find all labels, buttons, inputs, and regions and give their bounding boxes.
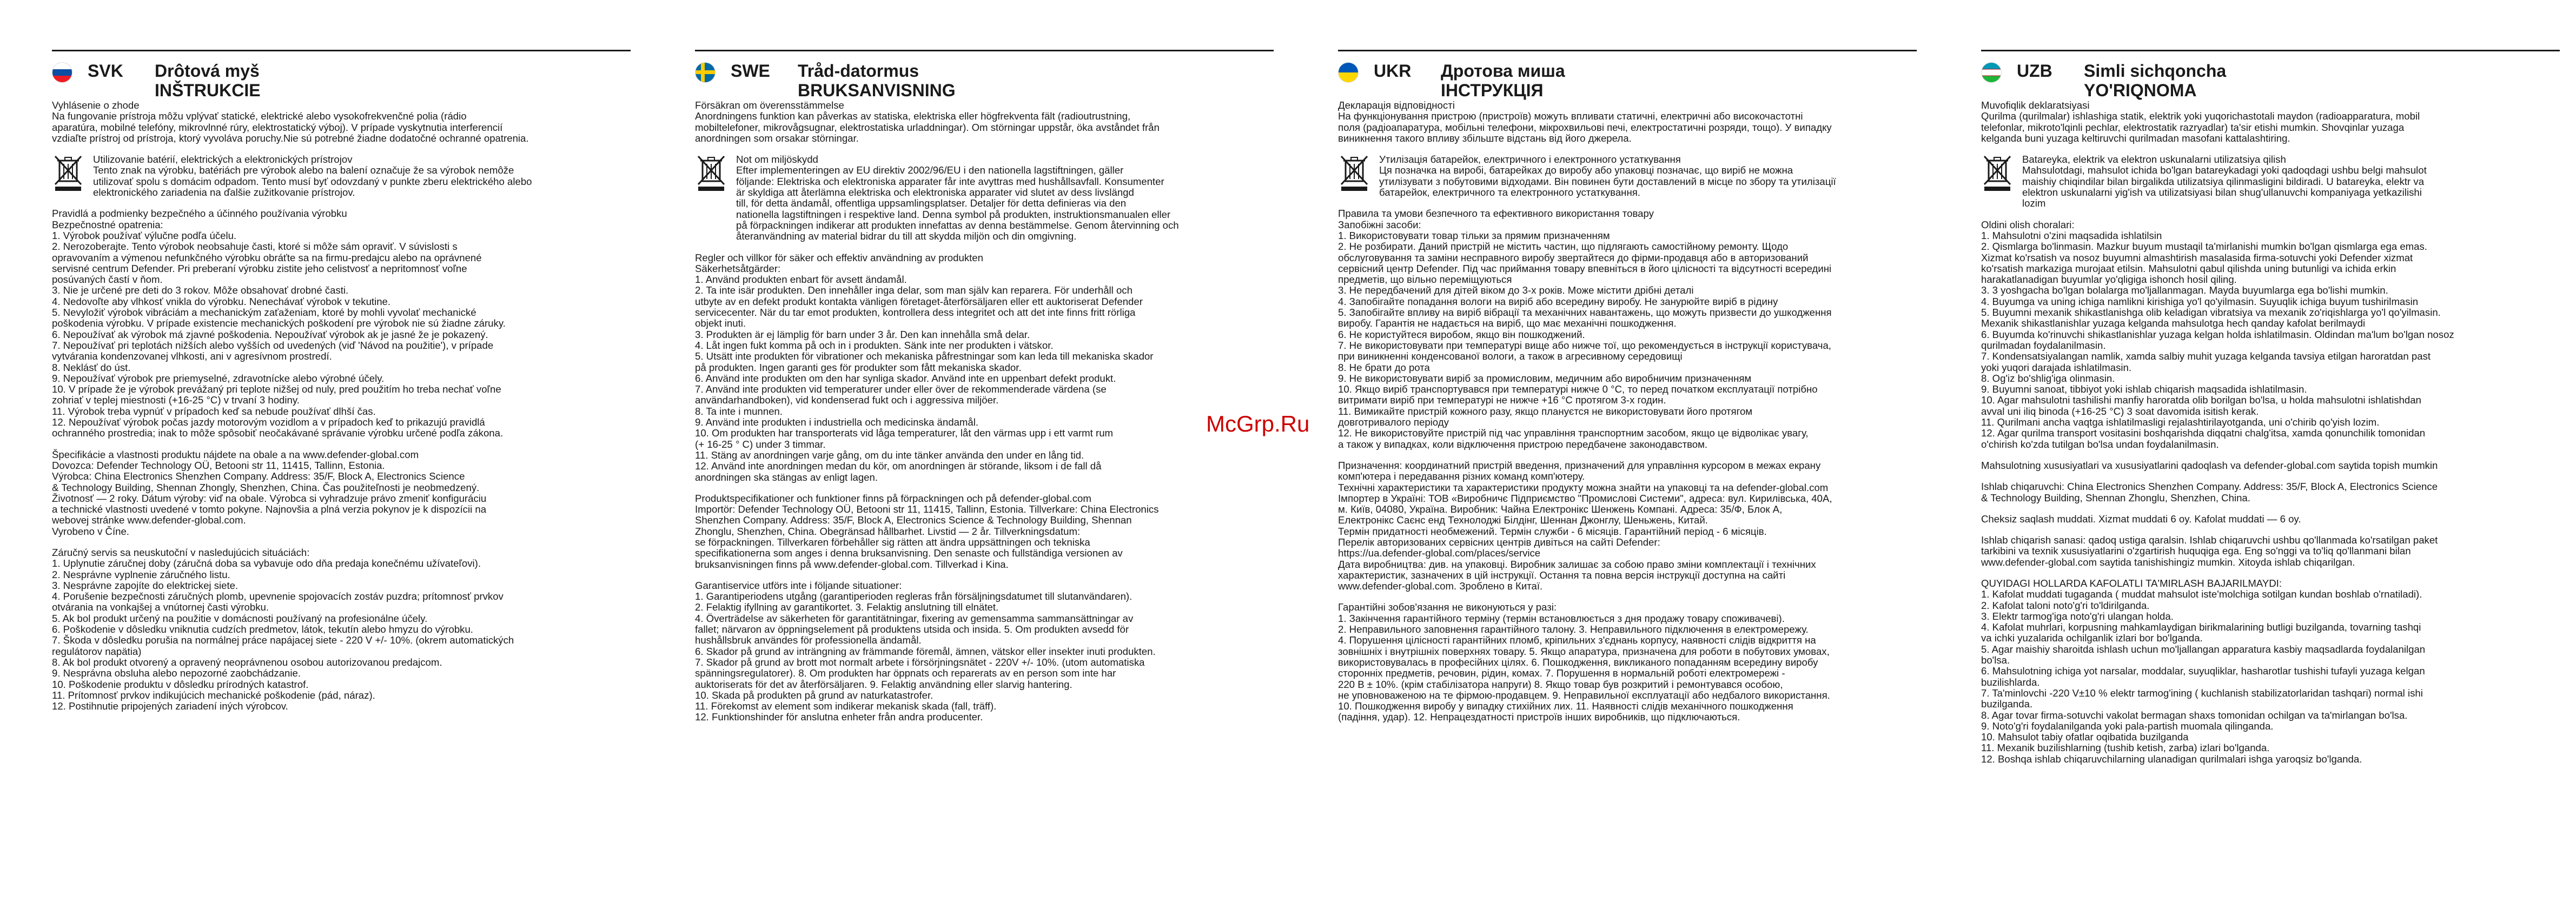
text-line: kelganda buni yuzaga keltiruvchi qurilmadan masofani kattalashtiring.	[1981, 132, 2290, 144]
text-line: 12. Använd inte anordningen medan du kör, om anordningen är störande, liksom i de fall då	[695, 460, 1102, 472]
text-line: yoki yuqori darajada ishlatilmasin.	[1981, 361, 2132, 373]
text-line: 11. Вимикайте пристрій кожного разу, якщо плануєтся не використовувати його протягом	[1338, 405, 1753, 417]
text-line: Försäkran om överensstämmelse	[695, 100, 844, 111]
text-line: hushållsbruk användes för professionella ändamål.	[695, 634, 922, 646]
text-line: Декларація відповідності	[1338, 100, 1455, 111]
text-line: Dovozca: Defender Technology OÜ, Betooni str 11, 11415, Tallinn, Estonia.	[52, 459, 385, 471]
text-line: www.defender-global.com. Зроблено в Китаї.	[1338, 580, 1543, 592]
column-header	[1338, 58, 1917, 100]
manufacturer-block	[1981, 481, 2560, 503]
text-line: 12. Boshqa ishlab chiqaruvchilarning ulanadigan qurilmalari ishga yaroqsiz bo'lganda.	[1981, 753, 2362, 765]
text-line: Importör: Defender Technology OÜ, Betooni str 11, 11415, Tallinn, Estonia. Tillverkare: China Electronics	[695, 503, 1159, 515]
text-line: va ichki yuzalarida ochilganlik izlari bor bo'lganda.	[1981, 632, 2203, 644]
text-line: обслуговування та заміни несправного виробу звертайтеся до фірми-продавця або в авторизований	[1338, 251, 1809, 263]
text-line: avval uni iliq binoda (+16-25 °C) 3 soat davomida isitish kerak.	[1981, 405, 2259, 417]
text-line: 11. Förekomst av element som indikerar mekanisk skada (fall, träff).	[695, 700, 997, 712]
manufacturer-block	[1338, 460, 1917, 592]
text-line: поля (радіоапаратура, мобільні телефони, мікрохвильові печі, електростатичні розряди, тощо). У випадку	[1338, 121, 1832, 133]
text-line: 11. Stäng av anordningen varje gång, om du inte tänker använda den under en lång tid.	[695, 449, 1084, 461]
text-line: Regler och villkor för säker och effektiv användning av produkten	[695, 251, 983, 263]
text-line: 2. Kafolat taloni noto'g'ri to'ldirilganda.	[1981, 599, 2150, 611]
text-line: spänningsregulatorer). 8. Om produkten har öppnats och reparerats av en person som inte har	[695, 667, 1116, 679]
text-line: 3. Produkten är ej lämplig för barn under 3 år. Den kan innehålla små delar.	[695, 328, 1030, 340]
text-line: Tento znak na výrobku, batériách pre výrobok alebo na balení označuje že sa výrobok nemôže	[93, 164, 514, 176]
text-line: виникнення такого впливу збільште відстань від його джерела.	[1338, 132, 1632, 144]
header-rule	[52, 50, 631, 51]
title-line1: Tråd-datormus	[798, 61, 919, 81]
title-line1: Simli sichqoncha	[2084, 61, 2227, 81]
text-line: se förpackningen. Tillverkaren förbehåller sig rätten att ändra uppsättningen och tekniska	[695, 536, 1090, 548]
text-line: Batareyka, elektrik va elektron uskunalarni utilizatsiya qilish	[2022, 154, 2286, 165]
text-line: ochranného prostredia; inak to môže spôsobiť neočakávané správanie výrobku určené podľa zákona.	[52, 427, 504, 439]
language-column-uzb	[1981, 50, 2560, 775]
text-line: 9. Noto'g'ri foydalanilganda yoki pala-partish muomala qilinganda.	[1981, 720, 2274, 732]
text-line: 7. Nepoužívať pri teplotách nižších alebo vyšších od uvedených (viď 'Návod na použitie'), v prípade	[52, 339, 494, 351]
text-line: till, för detta ändamål, offentliga uppsamlingsplatser. Detaljer för detta definieras via den	[736, 197, 1127, 209]
text-line: Ця позначка на виробі, батарейках до виробу або упаковці позначає, що виріб не можна	[1379, 164, 1793, 176]
text-line: 10. Mahsulot tabiy ofatlar oqibatida buzilganda	[1981, 731, 2189, 743]
text-line: 3. Nie je určené pre deti do 3 rokov. Môže obsahovať drobné časti.	[52, 284, 349, 296]
text-line: Правила та умови безпечного та ефективного використання товару	[1338, 208, 1654, 220]
text-line: webovej stránke www.defender-global.com.	[52, 514, 246, 526]
title-line1: Drôtová myš	[155, 61, 260, 81]
text-line: Zhonglu, Shenzhen, China. Obegränsad hållbarhet. Livstid — 2 år. Tillverkningsdatum:	[695, 525, 1081, 537]
safety-block	[1981, 220, 2560, 450]
text-line: 12. Nepoužívať výrobok počas jazdy motorovým vozidlom a v prípadoch keď to prikazujú pravidlá	[52, 416, 485, 428]
text-line: 4. Nedovoľte aby vlhkosť vnikla do výrobku. Nenechávať výrobok v tekutine.	[52, 295, 391, 307]
text-line: 9. Använd inte produkten i industriella och medicinska ändamål.	[695, 416, 979, 428]
warranty-block	[52, 547, 631, 712]
safety-block	[52, 208, 631, 439]
text-line: Muvofiqlik deklaratsiyasi	[1981, 100, 2090, 111]
text-line: utbyte av en defekt produkt kontakta vänligen företaget-återförsäljaren eller ett auktoriserat Defender	[695, 295, 1143, 307]
text-line: Електронікс Саєнс енд Технолоджі Білдінг, Шеннан Джонглу, Шеньжень, Китай.	[1338, 514, 1708, 526]
text-line: Запобіжні засоби:	[1338, 218, 1421, 230]
language-code: SWE	[731, 61, 770, 81]
text-line: aparatúra, mobilné telefóny, mikrovlnné rúry, elektrostatický výboj). V prípade vyskytnutia interferencií	[52, 121, 503, 133]
language-column-svk	[52, 50, 631, 722]
text-line: 5. Ak bol produkt určený na použitie v domácnosti používaný na profesionálne účely.	[52, 612, 428, 624]
text-line: 11. Mexanik buzilishlarning (tushib ketish, zarba) izlari bo'lganda.	[1981, 742, 2270, 754]
text-line: Mahsulotning xususiyatlari va xususiyatlarini qadoqlash va defender-global.com saytida topish mumkin	[1981, 459, 2438, 471]
text-line: сторонніх предметів, речовин, рідин, комах. 7. Порушення в нормальній роботі електромережі -	[1338, 667, 1785, 679]
text-line: 8. Agar tovar firma-sotuvchi vakolat bermagan shaxs tomonidan ochilgan va ta'mirlangan bo'lsa.	[1981, 709, 2408, 721]
text-line: servicecenter. När du tar emot produkten, kontrollera dess integritet och att det inte finns fritt rörliga	[695, 307, 1136, 319]
text-line: www.defender-global.com saytida tanishishingiz mumkin. Xitoyda ishlab chiqarilgan.	[1981, 556, 2355, 568]
text-line: 8. Og'iz bo'shlig'iga olinmasin.	[1981, 372, 2115, 384]
disposal-icon-wrap	[1338, 154, 1373, 198]
text-line: & Technology Building, Shennan Zhongly, Shenzhen, China. Čas použiteľnosti je neobmedzený.	[52, 481, 480, 493]
column-title	[798, 61, 956, 100]
text-line: а також у випадках, коли відключення пристрою передбачене законодавством.	[1338, 438, 1708, 450]
crossed-bin-icon	[52, 154, 84, 192]
text-line: 10. Skada på produkten på grund av naturkatastrofer.	[695, 689, 933, 701]
text-line: Životnosť — 2 roky. Dátum výroby: viď na obale. Výrobca si vyhradzuje právo zmeniť konfiguráciu	[52, 492, 487, 504]
text-line: зовнішніх і внутрішніх поверхнях товару. 5. Якщо апаратура, призначена для роботи в побутових умовах,	[1338, 645, 1830, 657]
production-block	[1981, 535, 2560, 568]
text-line: följande: Elektriska och elektroniska apparater får inte avyttras med hushållsavfall. Konsumenter	[736, 175, 1164, 187]
text-line: qurilmadan foydalanilmasin.	[1981, 339, 2106, 351]
text-line: Дата виробництва: див. на упаковці. Виробник залишає за собою право зміни комплектації і технічних	[1338, 558, 1816, 570]
text-line: buzilishlarda.	[1981, 676, 2040, 688]
text-line: 2. Ta inte isär produkten. Den innehåller inga delar, som man själv kan reparera. För underhåll och	[695, 284, 1133, 296]
text-line: mobiltelefoner, mikrovågsugnar, elektrostatiska urladdningar). Om störningar uppstår, öka avståndet från	[695, 121, 1160, 133]
text-line: 5. Запобігайте впливу на виріб вібрації та механічних навантажень, що можуть призвести до ушкодження	[1338, 307, 1832, 319]
disposal-text	[736, 154, 1274, 242]
text-line: 9. Не використовувати виріб за промисловим, медичним або виробничим призначенням	[1338, 372, 1752, 384]
title-line2: ІНСТРУКЦІЯ	[1441, 81, 1544, 100]
text-line: 2. Неправильного заповнення гарантійного талону. 3. Неправильного підключення в електромережу.	[1338, 624, 1809, 635]
text-line: 3. Не передбачений для дітей віком до 3-х років. Може містити дрібні деталі	[1338, 284, 1694, 296]
text-line: 8. Не брати до рота	[1338, 361, 1430, 373]
text-line: 10. Пошкодження виробу у випадку стихійних лих. 11. Наявності слідів механічного пошкодження	[1338, 700, 1793, 712]
watermark: McGrp.Ru	[1206, 411, 1310, 436]
text-line: posúvaných častí v ňom.	[52, 274, 163, 286]
column-title	[2084, 61, 2226, 100]
column-body	[52, 100, 631, 712]
text-line: maishiy chiqindilar bilan birgalikda utilizatsiya qilinmasligini bildiradi. U batareyka, elektr va	[2022, 175, 2425, 187]
text-line: 1. Використовувати товар тільки за прямим призначенням	[1338, 229, 1610, 241]
text-line: Špecifikácie a vlastnosti produktu nájdete na obale a na www.defender-global.com	[52, 448, 419, 460]
text-line: 10. Якщо виріб транспортувався при температурі нижче 0 °С, то перед початком експлуатації потрібно	[1338, 383, 1818, 395]
text-line: На функціонування пристрою (пристроїв) можуть впливати статичні, електричні або високочастотні	[1338, 110, 1803, 122]
text-line: 4. Porušenie bezpečnosti záručných plomb, upevnenie spojovacích zostáv puzdra; prítomnosť prvkov	[52, 591, 504, 602]
text-line: 11. Výrobok treba vypnúť v prípadoch keď sa nebude používať dlhší čas.	[52, 405, 376, 417]
text-line: Імпортер в Україні: ТОВ «Виробничє Підприємство "Промислові Системи", адреса: вул. Кирилівська, 40А,	[1338, 492, 1832, 504]
text-line: Гарантійні зобов'язання не виконуються у разі:	[1338, 601, 1557, 613]
text-line: 4. Överträdelse av säkerheten för garantitätningar, fixering av gemensamma sammansättningar av	[695, 612, 1134, 624]
text-line: 4. Kafolat muhrlari, korpusning mahkamlaydigan birikmalarining butligi buzilganda, tovarning tashqi	[1981, 621, 2421, 633]
text-line: elektron uskunalarni yig'ish va utilizatsiyasi bilan shug'ullanuvchi kompaniyaga yetkazilishi	[2022, 187, 2422, 198]
text-line: використовувалась в професійних цілях. 6. Пошкодження, викликаного попаданням всередину виробу	[1338, 656, 1818, 668]
text-line: a technické vlastnosti uvedené v tomto pokyne. Najnovšia a plná verzia pokynov je k dispozícii na	[52, 503, 487, 515]
text-line: 7. Не використовувати при температурі вище або нижче тої, що рекомендується в інструкції користувача,	[1338, 339, 1831, 351]
text-line: 10. Agar mahsulotni tashilishi manfiy haroratda olib borilgan bo'lsa, u holda mahsulotni ishlatishdan	[1981, 394, 2421, 406]
text-line: på produkten. Ingen garanti ges för produkter som fått mekaniska skador.	[695, 361, 1022, 373]
declaration-block	[52, 100, 631, 144]
text-line: 1. Uplynutie záručnej doby (záručná doba sa vybavuje odo dňa predaja konečnému užívateľovi).	[52, 558, 481, 569]
language-code: SVK	[88, 61, 123, 81]
text-line: 2. Nesprávne vyplnenie záručného listu.	[52, 568, 230, 580]
text-line: Термін придатності необмежений. Термін служби - 6 місяців. Гарантійний період - 6 місяців.	[1338, 525, 1767, 537]
text-line: 8. Ak bol produkt otvorený a opravený neoprávnenou osobou autorizovanou predajcom.	[52, 656, 442, 668]
text-line: telefonlar, mikroto'lqinli pechlar, elektrostatik razryadlar) ta'sir etishi mumkin. Shovqinlar yuzaga	[1981, 121, 2405, 133]
text-line: 6. Skador på grund av inträngning av främmande föremål, ämnen, vätskor eller insekter inuti produkten.	[695, 645, 1156, 657]
text-line: opravovaním a výmenou nefunkčného výrobku obráťte sa na firmu-predajcu alebo na oprávnené	[52, 251, 482, 263]
language-code: UKR	[1374, 61, 1412, 81]
text-line: (+ 16-25 ° C) under 3 timmar.	[695, 438, 826, 450]
text-line: 12. Postihnutie pripojených zariadení iných výrobcov.	[52, 700, 288, 712]
language-column-ukr	[1338, 50, 1917, 733]
disposal-icon-wrap	[695, 154, 730, 242]
text-line: 220 В ± 10%. (крім стабілізатора напруги) 8. Якщо товар був розкритий і ремонтувався особою,	[1338, 678, 1783, 690]
text-line: Mexanik shikastlanishlar yuzaga kelganda mahsulotga hech qanday kafolat berilmaydi	[1981, 317, 2366, 329]
header-rule	[1338, 50, 1917, 51]
text-line: 9. Buyumni sanoat, tibbiyot yoki ishlab chiqarish maqsadida ishlatilmasin.	[1981, 383, 2307, 395]
text-line: o'chirish ko'zda tutilgan bo'lsa undan foydalanilmasin.	[1981, 438, 2219, 450]
text-line: 7. Škoda v dôsledku porušia na normálnej práce napájacej siete - 220 V +/- 10%. (okrem automatických	[52, 634, 514, 646]
text-line: återanvändning av material bidrar du till att skydda miljön och din omgivning.	[736, 230, 1077, 242]
flag-icon	[1981, 62, 2002, 83]
flag-icon	[1338, 62, 1359, 83]
text-line: 10. Om produkten har transporterats vid låga temperaturer, låt den värmas upp i ett varmt rum	[695, 427, 1114, 439]
text-line: 6. Не користуйтеся виробом, якщо він пошкоджений.	[1338, 328, 1585, 340]
text-line: витримати виріб при температурі не нижче +16 °С протягом 3-х годин.	[1338, 394, 1666, 406]
text-line: är skyldiga att återlämna elektriska och elektroniska apparater vid slutet av dess livslängd	[736, 187, 1134, 198]
column-header	[1981, 58, 2560, 100]
text-line: 7. Skador på grund av brott mot normalt arbete i försörjningsnätet - 220V +/- 10%. (utom automatiska	[695, 656, 1145, 668]
text-line: regulátorov napätia)	[52, 645, 142, 657]
text-line: 6. Buyumda ko'rinuvchi shikastlanishlar yuzaga kelgan holda ishlatilmasin. Oldindan ma'lum bo'lgan nosoz	[1981, 328, 2454, 340]
text-line: specifikationerna som anges i denna bruksanvisning. Den senaste och fullständiga versionen av	[695, 547, 1123, 559]
text-line: lozim	[2022, 197, 2046, 209]
text-line: Výrobca: China Electronics Shenzhen Company. Address: 35/F, Block A, Electronics Science	[52, 470, 465, 482]
text-line: Pravidlá a podmienky bezpečného a účinného používania výrobku	[52, 208, 347, 220]
text-line: Ishlab chiqaruvchi: China Electronics Shenzhen Company. Address: 35/F, Block A, Electronics Science	[1981, 481, 2438, 493]
text-line: bo'lsa.	[1981, 654, 2010, 666]
text-line: Anordningens funktion kan påverkas av statiska, elektriska eller högfrekventa fält (radioutrustning,	[695, 110, 1131, 122]
text-line: 6. Poškodenie v dôsledku vniknutia cudzích predmetov, látok, tekutín alebo hmyzu do výrobku.	[52, 624, 473, 635]
text-line: auktoriserats för det av återförsäljaren. 9. Felaktig användning eller slarvig hantering.	[695, 678, 1072, 690]
text-line: Xizmat ko'rsatish va nosoz buyumni almashtirish masalasida firma-sotuvchi yoki Defender xizmat	[1981, 251, 2413, 263]
text-line: Ishlab chiqarish sanasi: qadoq ustiga qaralsin. Ishlab chiqaruvchi ushbu qo'llanmada ko'rsatilgan paket	[1981, 534, 2438, 546]
text-line: QUYIDAGI HOLLARDA KAFOLATLI TA'MIRLASH BAJARILMAYDI:	[1981, 577, 2282, 589]
text-line: Qurilma (qurilmalar) ishlashiga statik, elektrik yoki yuqorichastotali maydon (radioapparatura, mobil	[1981, 110, 2420, 122]
manufacturer-block	[52, 449, 631, 537]
text-line: Bezpečnostné opatrenia:	[52, 218, 163, 230]
text-line: 2. Qismlarga bo'linmasin. Mazkur buyum mustaqil ta'mirlanishi mumkin bo'lgan qismlarga ega emas.	[1981, 241, 2427, 253]
text-line: elektronického zariadenia na ďalšie zužitkovanie prístrojov.	[93, 187, 355, 198]
text-line: zohriať v teplej miestnosti (+16-25 °C) v trvaní 3 hodiny.	[52, 394, 300, 406]
lifetime-block	[1981, 514, 2560, 525]
text-line: предметів, що вільно переміщуються	[1338, 274, 1512, 286]
text-line: 12. Не використовуйте пристрій під час управління транспортним засобом, якщо це відволікає увагу,	[1338, 427, 1809, 439]
text-line: Produktspecifikationer och funktioner finns på förpackningen och på defender-global.com	[695, 492, 1091, 504]
text-line: м. Київ, 04080, Україна. Виробник: Чайна Електронікс Шенжень Компані. Адреса: 35/Ф, Блок А,	[1338, 503, 1783, 515]
text-line: утилізувати з побутовими відходами. Він повинен бути доставлений в місце по збору та утилізації	[1379, 175, 1836, 187]
text-line: 1. Garantiperiodens utgång (garantiperioden regleras från försäljningsdatumet till slutanvändaren).	[695, 591, 1133, 602]
disposal-text	[93, 154, 631, 198]
text-line: Shenzhen Company. Address: 35/F, Block A, Electronics Science & Technology Building, Shennan	[695, 514, 1132, 526]
warranty-block	[1338, 602, 1917, 723]
manufacturer-block	[695, 493, 1274, 570]
disposal-block	[1981, 154, 2560, 209]
column-title	[155, 61, 261, 100]
flag-icon	[695, 62, 716, 83]
disposal-block	[695, 154, 1274, 242]
text-line: otvárania na vonkajšej a vnútornej časti výrobku.	[52, 601, 269, 613]
text-line: 11. Qurilmani ancha vaqtga ishlatilmasligi rejalashtirilayotganda, uni o'chirib qo'yish lozim.	[1981, 416, 2380, 428]
text-line: 10. Poškodenie produktu v dôsledku prírodných katastrof.	[52, 678, 309, 690]
text-line: 6. Nepoužívať ak výrobok má zjavné poškodenia. Nepoužívať výrobok ak je jasné že je pokazený.	[52, 328, 488, 340]
text-line: tarkibini va texnik xususiyatlarini o'zgartirish huquqiga ega. Eng so'nggi va to'liq qo'llanmani bilan	[1981, 545, 2411, 557]
text-line: Перелік авторизованих сервісних центрів дивіться на сайті Defender:	[1338, 536, 1660, 548]
text-line: 11. Prítomnosť prvkov indikujúcich mechanické poškodenie (pád, náraz).	[52, 689, 375, 701]
text-line: vzdiaľte prístroj od prístroja, ktorý vyvoláva poruchy.Nie sú potrebné žiadne dodatočné ochranné opatrenia.	[52, 132, 529, 144]
text-line: & Technology Building, Shennan Zhonglu, Shenzhen, China.	[1981, 492, 2250, 503]
disposal-text	[2022, 154, 2560, 209]
text-line: Cheksiz saqlash muddati. Xizmat muddati 6 oy. Kafolat muddati — 6 oy.	[1981, 513, 2301, 525]
text-line: Vyrobeno v Číne.	[52, 525, 129, 537]
text-line: 8. Ta inte i munnen.	[695, 405, 783, 417]
text-line: 7. Ta'minlovchi -220 V±10 % elektr tarmog'ining ( kuchlanish stabilizatorlaridan tashqari) normal ishi	[1981, 687, 2423, 699]
text-line: 5. Buyumni mexanik shikastlanishga olib keladigan vibratsiya va mexanik zo'riqishlarga yo'l qo'yilmasin.	[1981, 307, 2441, 319]
header-rule	[695, 50, 1274, 51]
warranty-block	[1981, 578, 2560, 765]
language-column-swe	[695, 50, 1274, 733]
text-line: Efter implementeringen av EU direktiv 2002/96/EU i den nationella lagstiftningen, gäller	[736, 164, 1124, 176]
text-line: servisné centrum Defender. Pri preberaní výrobku zistite jeho celistvosť a nepritomnosť voľne	[52, 262, 467, 274]
text-line: buzilganda.	[1981, 698, 2033, 710]
text-line: Утилізація батарейок, електричного і електронного устаткування	[1379, 154, 1681, 165]
text-line: 9. Nesprávna obsluha alebo nepozorné zaobchádzanie.	[52, 667, 301, 679]
crossed-bin-icon	[1981, 154, 2014, 192]
text-line: Na fungovanie prístroja môžu vplývať statické, elektrické alebo vysokofrekvenčné polia (rádio	[52, 110, 467, 122]
text-line: 12. Agar qurilma transport vositasini boshqarishda diqqatni chalg'itsa, xamda qonunchilik tomonidan	[1981, 427, 2426, 439]
text-line: 6. Använd inte produkten om den har synliga skador. Använd inte en uppenbart defekt produkt.	[695, 372, 1116, 384]
text-line: 1. Mahsulotni o'zini maqsadida ishlatilsin	[1981, 229, 2162, 241]
text-line: Not om miljöskydd	[736, 154, 818, 165]
text-line: användarhandboken), vid kondenserad fukt och i aggressiva miljöer.	[695, 394, 999, 406]
column-body	[695, 100, 1274, 723]
disposal-block	[52, 154, 631, 198]
text-line: vytvárania kondenzovanej vlhkosti, ani v agresívnom prostredí.	[52, 350, 332, 362]
declaration-block	[695, 100, 1274, 144]
text-line: 5. Nevyložiť výrobok vibráciám a mechanickým zaťaženiam, ktoré by mohli vyvolať mechanické	[52, 307, 476, 319]
declaration-block	[1981, 100, 2560, 144]
text-line: Utilizovanie batérií, elektrických a elektronických prístrojov	[93, 154, 353, 165]
text-line: 2. Felaktig ifyllning av garantikortet. 3. Felaktig anslutning till elnätet.	[695, 601, 999, 613]
text-line: 4. Buyumga va uning ichiga namlikni kirishiga yo'l qo'yilmasin. Suyuqlik ichiga buyum tushirilmasin	[1981, 295, 2419, 307]
text-line: Säkerhetsåtgärder:	[695, 262, 781, 274]
text-line: harakatlanadigan buyumlar yo'qligiga ishonch hosil qiling.	[1981, 274, 2237, 286]
text-line: poškodenia výrobku. V prípade existencie mechanických poškodení pre výrobok nie sú žiadne záruky.	[52, 317, 506, 329]
text-line: 2. Не розбирати. Даний пристрій не містить частин, що підлягають самостійному ремонту. Щодо	[1338, 241, 1789, 253]
text-line: objekt inuti.	[695, 317, 746, 329]
text-line: сервісний центр Defender. Під час приймання товару впевніться в його цілісності та відсутності всередині	[1338, 262, 1832, 274]
safety-block	[695, 253, 1274, 483]
text-line: anordningen som orsakar störningar.	[695, 132, 859, 144]
text-line: Oldini olish choralari:	[1981, 218, 2075, 230]
column-body	[1338, 100, 1917, 723]
text-line: 7. Kondensatsiyalangan namlik, xamda salbiy muhit yuzaga kelganda tavsiya etilgan haroratdan past	[1981, 350, 2431, 362]
text-line: 7. Använd inte produkten vid temperaturer under eller över de rekommenderade värdena (se	[695, 383, 1107, 395]
text-line: 3. Elektr tarmog'iga noto'g'ri ulangan holda.	[1981, 610, 2174, 622]
text-line: Призначення: координатний пристрій введення, призначений для управління курсором в межах екрану	[1338, 459, 1821, 471]
text-line: utilizovať spolu s domácim odpadom. Tento musí byť odovzdaný v punkte zberu elektrického alebo	[93, 175, 532, 187]
text-line: 4. Запобігайте попадання вологи на виріб або всередину виробу. Не занурюйте виріб в рідину	[1338, 295, 1778, 307]
title-line2: BRUKSANVISNING	[798, 81, 956, 100]
warranty-block	[695, 580, 1274, 723]
crossed-bin-icon	[1338, 154, 1370, 192]
text-line: nationella lagstiftningen i respektive land. Denna symbol på produkten, instruktionsmanualen eller	[736, 208, 1171, 220]
safety-block	[1338, 208, 1917, 450]
text-line: på förpackningen indikerar att produkten innefattas av denna bestämmelse. Genom återvinning och	[736, 219, 1179, 231]
text-line: виробу. Гарантія не надається на виріб, що має механічні пошкодження.	[1338, 317, 1677, 329]
text-line: ko'rsatish markaziga murojaat etilsin. Mahsulotni qabul qilishda uning butunligi va ichida erkin	[1981, 262, 2396, 274]
specs-block	[1981, 460, 2560, 471]
text-line: 3. Nesprávne zapojíte do elektrickej siete.	[52, 579, 239, 591]
title-line2: YO'RIQNOMA	[2084, 81, 2197, 100]
text-line: довготривалого періоду	[1338, 416, 1449, 428]
text-line: при виникненні конденсованої вологи, а також в агресивному середовищі	[1338, 350, 1683, 362]
text-line: 2. Nerozoberajte. Tento výrobok neobsahuje časti, ktoré si môže sám opraviť. V súvislosti s	[52, 241, 458, 253]
text-line: (падіння, удар). 12. Непрацездатності пристроїв інших виробників, що підключаються.	[1338, 711, 1740, 723]
declaration-block	[1338, 100, 1917, 144]
text-line: anordningen ska stängas av enligt lagen.	[695, 471, 878, 483]
disposal-block	[1338, 154, 1917, 198]
text-line: 9. Nepoužívať výrobok pre priemyselné, zdravotnícke alebo výrobné účely.	[52, 372, 385, 384]
column-body	[1981, 100, 2560, 765]
crossed-bin-icon	[695, 154, 727, 192]
text-line: 6. Mahsulotning ichiga yot narsalar, moddalar, suyuqliklar, hasharotlar tushishi tufayli yuzaga kelgan	[1981, 665, 2425, 677]
text-line: Vyhlásenie o zhode	[52, 100, 140, 111]
language-code: UZB	[2017, 61, 2052, 81]
column-header	[52, 58, 631, 100]
text-line: 5. Agar maishiy sharoitda ishlash uchun mo'ljallangan apparatura kasbiy maqsadlarda foydalanilgan	[1981, 643, 2426, 655]
text-line: 4. Låt ingen fukt komma på och in i produkten. Sänk inte ner produkten i vätskor.	[695, 339, 1054, 351]
text-line: 5. Utsätt inte produkten för vibrationer och mekaniska påfrestningar som kan leda till mekaniska skador	[695, 350, 1154, 362]
column-title	[1441, 61, 1565, 100]
text-line: 1. Výrobok používať výlučne podľa účelu.	[52, 229, 237, 241]
text-line: fallet; närvaron av öppningselement på produktens utsida och insida. 5. Om produkten avsedd för	[695, 624, 1129, 635]
text-line: 12. Funktionshinder för anslutna enheter från andra producenter.	[695, 711, 983, 723]
title-line2: INŠTRUKCIE	[155, 81, 261, 100]
text-line: 8. Neklásť do úst.	[52, 361, 131, 373]
text-line: 1. Använd produkten enbart för avsett ändamål.	[695, 274, 907, 286]
text-line: 1. Закінчення гарантійного терміну (термін встановлюється з дня продажу товару споживачеві).	[1338, 612, 1785, 624]
header-rule	[1981, 50, 2560, 51]
text-line: Záručný servis sa neuskutoční v nasledujúcich situáciách:	[52, 546, 310, 558]
disposal-text	[1379, 154, 1917, 198]
text-line: батарейок, електричного та електронного устаткування.	[1379, 187, 1640, 198]
flag-icon	[52, 62, 72, 83]
text-line: bruksanvisningen finns på www.defender-global.com. Tillverkad i Kina.	[695, 558, 1009, 570]
text-line: Технічні характеристики та характеристики продукту можна знайти на упаковці та на defender-global.com	[1338, 481, 1829, 493]
text-line: Mahsulotdagi, mahsulot ichida bo'lgan batareykadagi yoki qadoqdagi ushbu belgi mahsulot	[2022, 164, 2427, 176]
text-line: 1. Kafolat muddati tugaganda ( muddat mahsulot iste'molchiga sotilgan kundan boshlab o'rnatiladi).	[1981, 588, 2422, 600]
text-line: характеристик, зазначених в цій інструкції. Остання та повна версія інструкції доступна на сайті	[1338, 569, 1786, 581]
title-line1: Дротова миша	[1441, 61, 1565, 81]
text-line: 10. V prípade že je výrobok prevážaný pri teplote nižšej od nuly, pred použitím ho treba nechať voľne	[52, 383, 501, 395]
text-line: 4. Порушення цілісності гарантійних пломб, кріпильних з'єднань корпусу, наявності слідів відкриття на	[1338, 634, 1816, 646]
text-line: комп'ютера і передавання різних команд комп'ютеру.	[1338, 470, 1585, 482]
disposal-icon-wrap	[1981, 154, 2016, 209]
disposal-icon-wrap	[52, 154, 87, 198]
text-line: 3. 3 yoshgacha bo'lgan bolalarga mo'ljallanmagan. Mayda buyumlarga ega bo'lishi mumkin.	[1981, 284, 2388, 296]
text-line: Garantiservice utförs inte i följande situationer:	[695, 579, 902, 591]
column-header	[695, 58, 1274, 100]
text-line: https://ua.defender-global.com/places/service	[1338, 547, 1541, 559]
text-line: не уповноваженою на те фірмою-продавцем. 9. Неправильної експлуатації або недбалого використання.	[1338, 689, 1830, 701]
